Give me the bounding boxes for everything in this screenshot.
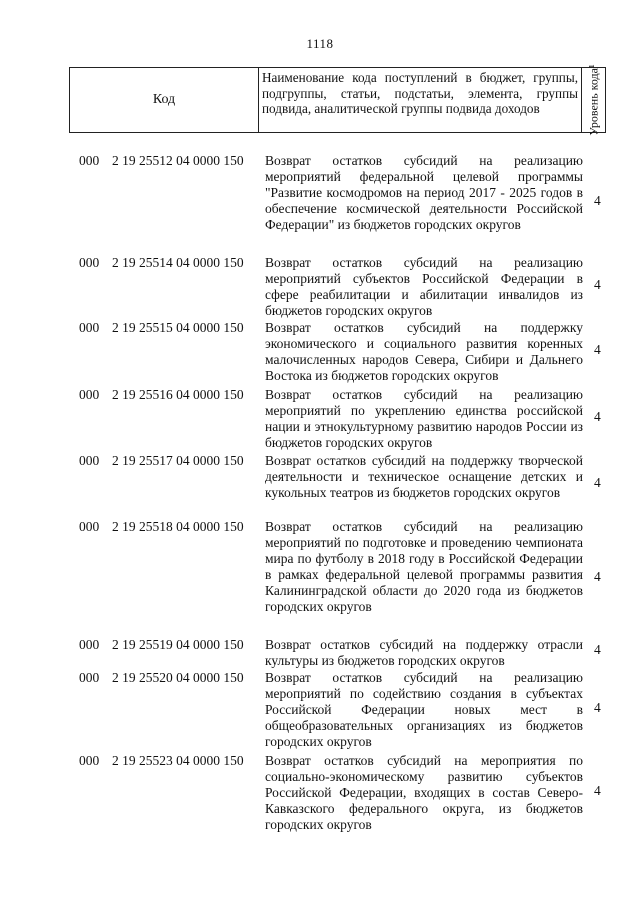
row-prefix: 000 — [79, 670, 100, 685]
row-level: 4 — [594, 277, 601, 292]
row-level: 4 — [594, 193, 601, 208]
row-level: 4 — [594, 342, 601, 357]
row-code: 2 19 25516 04 0000 150 — [112, 387, 244, 402]
row-code: 2 19 25523 04 0000 150 — [112, 753, 244, 768]
row-level: 4 — [594, 409, 601, 424]
row-code: 2 19 25515 04 0000 150 — [112, 320, 244, 335]
row-prefix: 000 — [79, 387, 100, 402]
row-prefix: 000 — [79, 519, 100, 534]
row-prefix: 000 — [79, 453, 100, 468]
row-code: 2 19 25520 04 0000 150 — [112, 670, 244, 685]
row-prefix: 000 — [79, 153, 100, 168]
row-name: Возврат остатков субсидий на реализацию мероприятий субъектов Российской Федерации в сфере реабилитации и абилитации инвалидов из бюджетов городских округов — [265, 255, 583, 318]
row-code: 2 19 25514 04 0000 150 — [112, 255, 244, 270]
row-code: 2 19 25517 04 0000 150 — [112, 453, 244, 468]
row-prefix: 000 — [79, 320, 100, 335]
row-name: Возврат остатков субсидий на поддержку отрасли культуры из бюджетов городских округов — [265, 637, 583, 668]
page-number: 1118 — [306, 36, 334, 51]
row-name: Возврат остатков субсидий на реализацию мероприятий по подготовке и проведению чемпионата мира по футболу в 2018 году в Российской Федерации в рамках федеральной целевой программы развития Калининградской области до 2020 года из бюджетов городских округов — [265, 519, 583, 614]
row-level: 4 — [594, 569, 601, 584]
row-name: Возврат остатков субсидий на мероприятия по социально-экономическому развитию субъектов Российской Федерации, входящих в состав Северо-Кавказского федерального округа, из бюджетов городских округов — [265, 753, 583, 832]
row-prefix: 000 — [79, 255, 100, 270]
row-code: 2 19 25518 04 0000 150 — [112, 519, 244, 534]
row-level: 4 — [594, 642, 601, 657]
table-header — [69, 64, 606, 136]
row-name: Возврат остатков субсидий на поддержку экономического и социального развития коренных малочисленных народов Севера, Сибири и Дальнего Востока из бюджетов городских округов — [265, 320, 583, 383]
header-level-label: Уровень кода¹ — [587, 64, 602, 136]
row-code: 2 19 25512 04 0000 150 — [112, 153, 244, 168]
row-name: Возврат остатков субсидий на реализацию мероприятий федеральной целевой программы "Развитие космодромов на период 2017 - 2025 годов в обеспечение космической деятельности Российской Федерации" из бюджетов городских округов — [265, 153, 583, 232]
header-level — [583, 64, 605, 136]
row-level: 4 — [594, 783, 601, 798]
row-name: Возврат остатков субсидий на реализацию мероприятий по укреплению единства российской нации и этнокультурному развитию народов России из бюджетов городских округов — [265, 387, 583, 450]
row-code: 2 19 25519 04 0000 150 — [112, 637, 244, 652]
header-code: Код — [70, 68, 259, 132]
row-prefix: 000 — [79, 637, 100, 652]
row-prefix: 000 — [79, 753, 100, 768]
row-name: Возврат остатков субсидий на поддержку творческой деятельности и техническое оснащение детских и кукольных театров из бюджетов городских округов — [265, 453, 583, 500]
row-level: 4 — [594, 700, 601, 715]
row-name: Возврат остатков субсидий на реализацию мероприятий по содействию создания в субъектах Российской Федерации новых мест в общеобразовательных организациях из бюджетов городских округов — [265, 670, 583, 749]
header-name: Наименование кода поступлений в бюджет, группы, подгруппы, статьи, подстатьи, элемента, группы подвида, аналитической группы подвида доходов — [259, 68, 582, 132]
row-level: 4 — [594, 475, 601, 490]
